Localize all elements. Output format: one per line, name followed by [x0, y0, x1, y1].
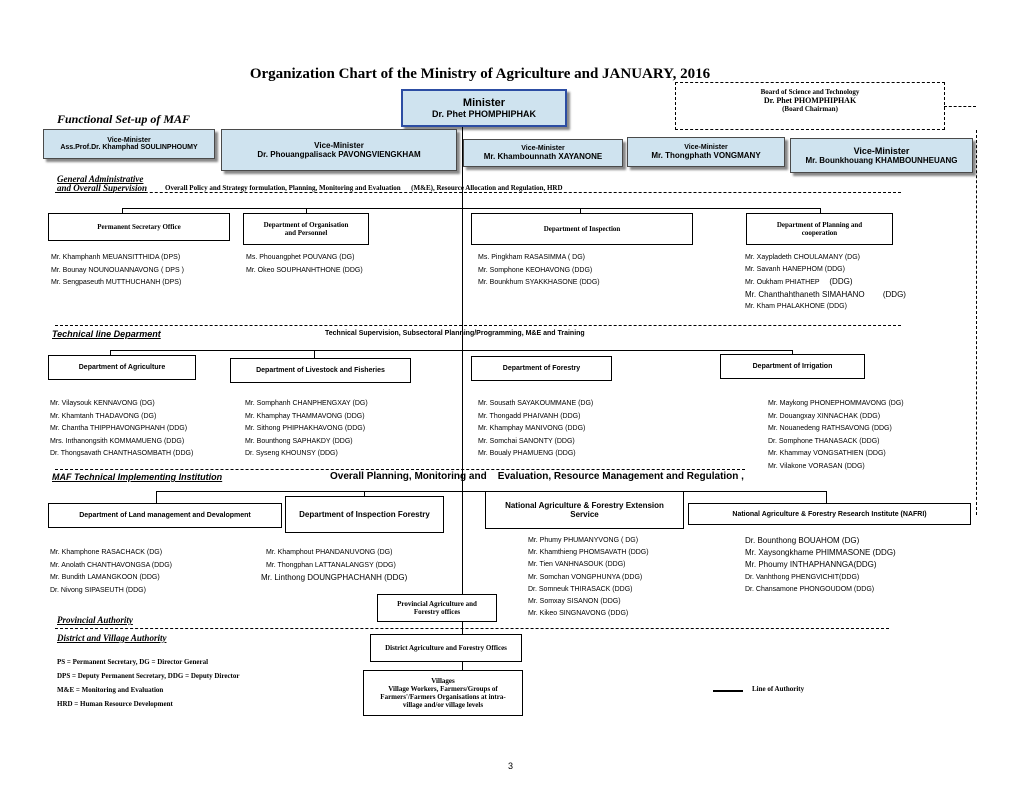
- vice-minister-box: Vice-Minister Mr. Khambounnath XAYANONE: [463, 139, 623, 167]
- district-box: District Agriculture and Forestry Offices: [370, 634, 522, 662]
- staff-list: Mr. Vilaysouk KENNAVONG (DG) Mr. Khamtanh THADAVONG (DG) Mr. Chantha THIPPHAVONGPHANH (DDG) Mrs. Inthanongsith KOMMAMUENG (DDG) Dr. Thongsavath CHANTHASOMBATH (DDG): [50, 400, 194, 457]
- dept-box-irrigation: Department of Irrigation: [720, 354, 865, 379]
- connector-line: [156, 491, 157, 503]
- staff-list: Mr. Somphanh CHANPHENGXAY (DG) Mr. Khamphay THAMMAVONG (DDG) Mr. Sithong PHIPHAKHAVONG (DDG) Mr. Bounthong SAPHAKDY (DDG) Dr. Syseng KHOUNSY (DDG): [245, 400, 368, 457]
- authority-line-main: [462, 127, 463, 615]
- provincial-box: Provincial Agriculture and Forestry offices: [377, 594, 497, 622]
- villages-box: Villages Village Workers, Farmers/Groups of Farmers'/Farmers Organisations at intra-village and/or village levels: [363, 670, 523, 716]
- line-of-authority-swatch: [713, 690, 743, 692]
- staff-list: Mr. Sousath SAYAKOUMMANE (DG) Mr. Thongadd PHAIVANH (DDG) Mr. Khamphay MANIVONG (DDG) Mr. Somchai SANONTY (DDG) Mr. Boualy PHAMUENG (DDG): [478, 400, 594, 457]
- vice-minister-box: Vice-Minister Mr. Bounkhouang KHAMBOUNHEUANG: [790, 138, 973, 173]
- technical-line-desc: Technical Supervision, Subsectoral Planning/Programming, M&E and Training: [325, 330, 585, 337]
- staff-list: Mr. Xaypladeth CHOULAMANY (DG) Mr. Savanh HANEPHOM (DDG) Mr. Oukham PHIATHEP (DDG) Mr. Chanthahthaneth SIMAHANO (DDG) Mr. Kham PHALAKHONE (DDG): [745, 254, 906, 310]
- staff-list: Ms. Pingkham RASASIMMA ( DG) Mr. Somphone KEOHAVONG (DDG) Mr. Bounkhum SYAKKHASONE (DDG): [478, 254, 600, 286]
- vice-minister-box: Vice-Minister Mr. Thongphath VONGMANY: [627, 137, 785, 167]
- implementing-desc: Overall Planning, Monitoring and Evaluation, Resource Management and Regulation ,: [330, 471, 744, 482]
- staff-list: Dr. Bounthong BOUAHOM (DG) Mr. Xaysongkhame PHIMMASONE (DDG) Mr. Phoumy INTHAPHANNGA(DDG) Dr. Vanhthong PHENGVICHIT(DDG) Dr. Chansamone PHONGOUDOM (DDG): [745, 536, 896, 593]
- board-dashed-link: [976, 130, 977, 515]
- technical-line-label: Technical line Deparment: [52, 329, 161, 339]
- board-box: [675, 82, 945, 130]
- section-divider: [55, 192, 901, 193]
- provincial-authority-label: Provincial Authority: [57, 615, 133, 625]
- dept-box-nafri: National Agriculture & Forestry Research Institute (NAFRI): [688, 503, 971, 525]
- board-title: Board of Science and Technology: [760, 88, 860, 96]
- section-divider: [55, 325, 901, 326]
- dept-box-agriculture: Department of Agriculture: [48, 355, 196, 380]
- staff-list: Mr. Maykong PHONEPHOMMAVONG (DG) Mr. Douangxay XINNACHAK (DDG) Mr. Nouanedeng RATHSAVONG (DDG) Dr. Somphone THANASACK (DDG) Mr. Khammay VONGSATHIEN (DDG) Mr. Vilakone VORASAN (DDG): [768, 400, 904, 470]
- general-admin-desc: Overall Policy and Strategy formulation, Planning, Monitoring and Evaluation (M&E), Resource Allocation and Regulation, HRD: [165, 184, 563, 192]
- dept-box-planning-cooperation: Department of Planning and cooperation: [746, 213, 893, 245]
- district-authority-label: District and Village Authority: [57, 633, 167, 643]
- authority-line-lower: [462, 662, 463, 670]
- dept-box-livestock-fisheries: Department of Livestock and Fisheries: [230, 358, 411, 383]
- dept-box-permanent-secretary: Permanent Secretary Office: [48, 213, 230, 241]
- staff-list: Mr. Phumy PHUMANYVONG ( DG) Mr. Khamthieng PHOMSAVATH (DDG) Mr. Tien VANHNASOUK (DDG) Mr. Somchan VONGPHUNYA (DDG) Dr. Somneuk THIRASACK (DDG) Mr. Somxay SISANON (DDG) Mr. Kikeo SINGNAVONG (DDG): [528, 537, 649, 618]
- connector-line: [122, 208, 820, 209]
- vice-minister-box: Vice-Minister Ass.Prof.Dr. Khamphad SOULINPHOUMY: [43, 129, 215, 159]
- line-of-authority-label: Line of Authority: [752, 685, 805, 693]
- dept-box-forestry: Department of Forestry: [471, 356, 612, 381]
- vice-minister-box: Vice-Minister Dr. Phouangpalisack PAVONGVIENGKHAM: [221, 129, 457, 171]
- connector-line: [110, 350, 792, 351]
- section-divider: [55, 628, 889, 629]
- minister-title: Minister: [462, 97, 506, 109]
- dept-box-extension-service: National Agriculture & Forestry Extension Service: [485, 491, 684, 529]
- staff-list: Mr. Khamphone RASACHACK (DG) Mr. Anolath CHANTHAVONGSA (DDG) Mr. Bundith LAMANGKOON (DDG) Dr. Nivong SIPASEUTH (DDG): [50, 549, 173, 594]
- board-dashed-link: [944, 106, 976, 107]
- board-name: Dr. Phet PHOMPHIPHAK: [763, 96, 857, 105]
- connector-line: [826, 491, 827, 503]
- functional-setup-label: Functional Set-up of MAF: [57, 112, 191, 126]
- minister-name: Dr. Phet PHOMPHIPHAK: [431, 109, 536, 119]
- staff-list: Mr. Khamphout PHANDANUVONG (DG) Mr. Thongphan LATTANALANGSY (DDG) Mr. Linthong DOUNGPHACHANH (DDG): [261, 549, 408, 582]
- abbreviation-legend: PS = Permanent Secretary, DG = Director General DPS = Deputy Permanent Secretary, DDG = Deputy Director M&E = Monitoring and Evaluation HRD = Human Resource Development: [57, 658, 240, 708]
- staff-list: Mr. Khamphanh MEUANSITTHIDA (DPS) Mr. Bounay NOUNOUANNAVONG ( DPS ) Mr. Sengpaseuth MUTTHUCHANH (DPS): [51, 254, 184, 286]
- dept-box-organisation-personnel: Department of Organisation and Personnel: [243, 213, 369, 245]
- page-title: Organization Chart of the Ministry of Agriculture and JANUARY, 2016: [249, 66, 711, 82]
- section-divider: [55, 469, 745, 470]
- dept-box-land-management: Department of Land management and Devalopment: [48, 503, 282, 528]
- staff-list: Ms. Phouangphet POUVANG (DG) Mr. Okeo SOUPHANHTHONE (DDG): [246, 254, 363, 274]
- dept-box-inspection-forestry: Department of Inspection Forestry: [285, 496, 444, 533]
- minister-box: [401, 89, 567, 127]
- general-admin-label: General Administrative and Overall Supervision: [57, 174, 148, 193]
- dept-box-inspection: Department of Inspection: [471, 213, 693, 245]
- page-number: 3: [508, 761, 514, 771]
- board-role: (Board Chairman): [782, 105, 838, 113]
- implementing-label: MAF Technical Implementing Institution: [52, 472, 223, 482]
- connector-line: [314, 350, 315, 358]
